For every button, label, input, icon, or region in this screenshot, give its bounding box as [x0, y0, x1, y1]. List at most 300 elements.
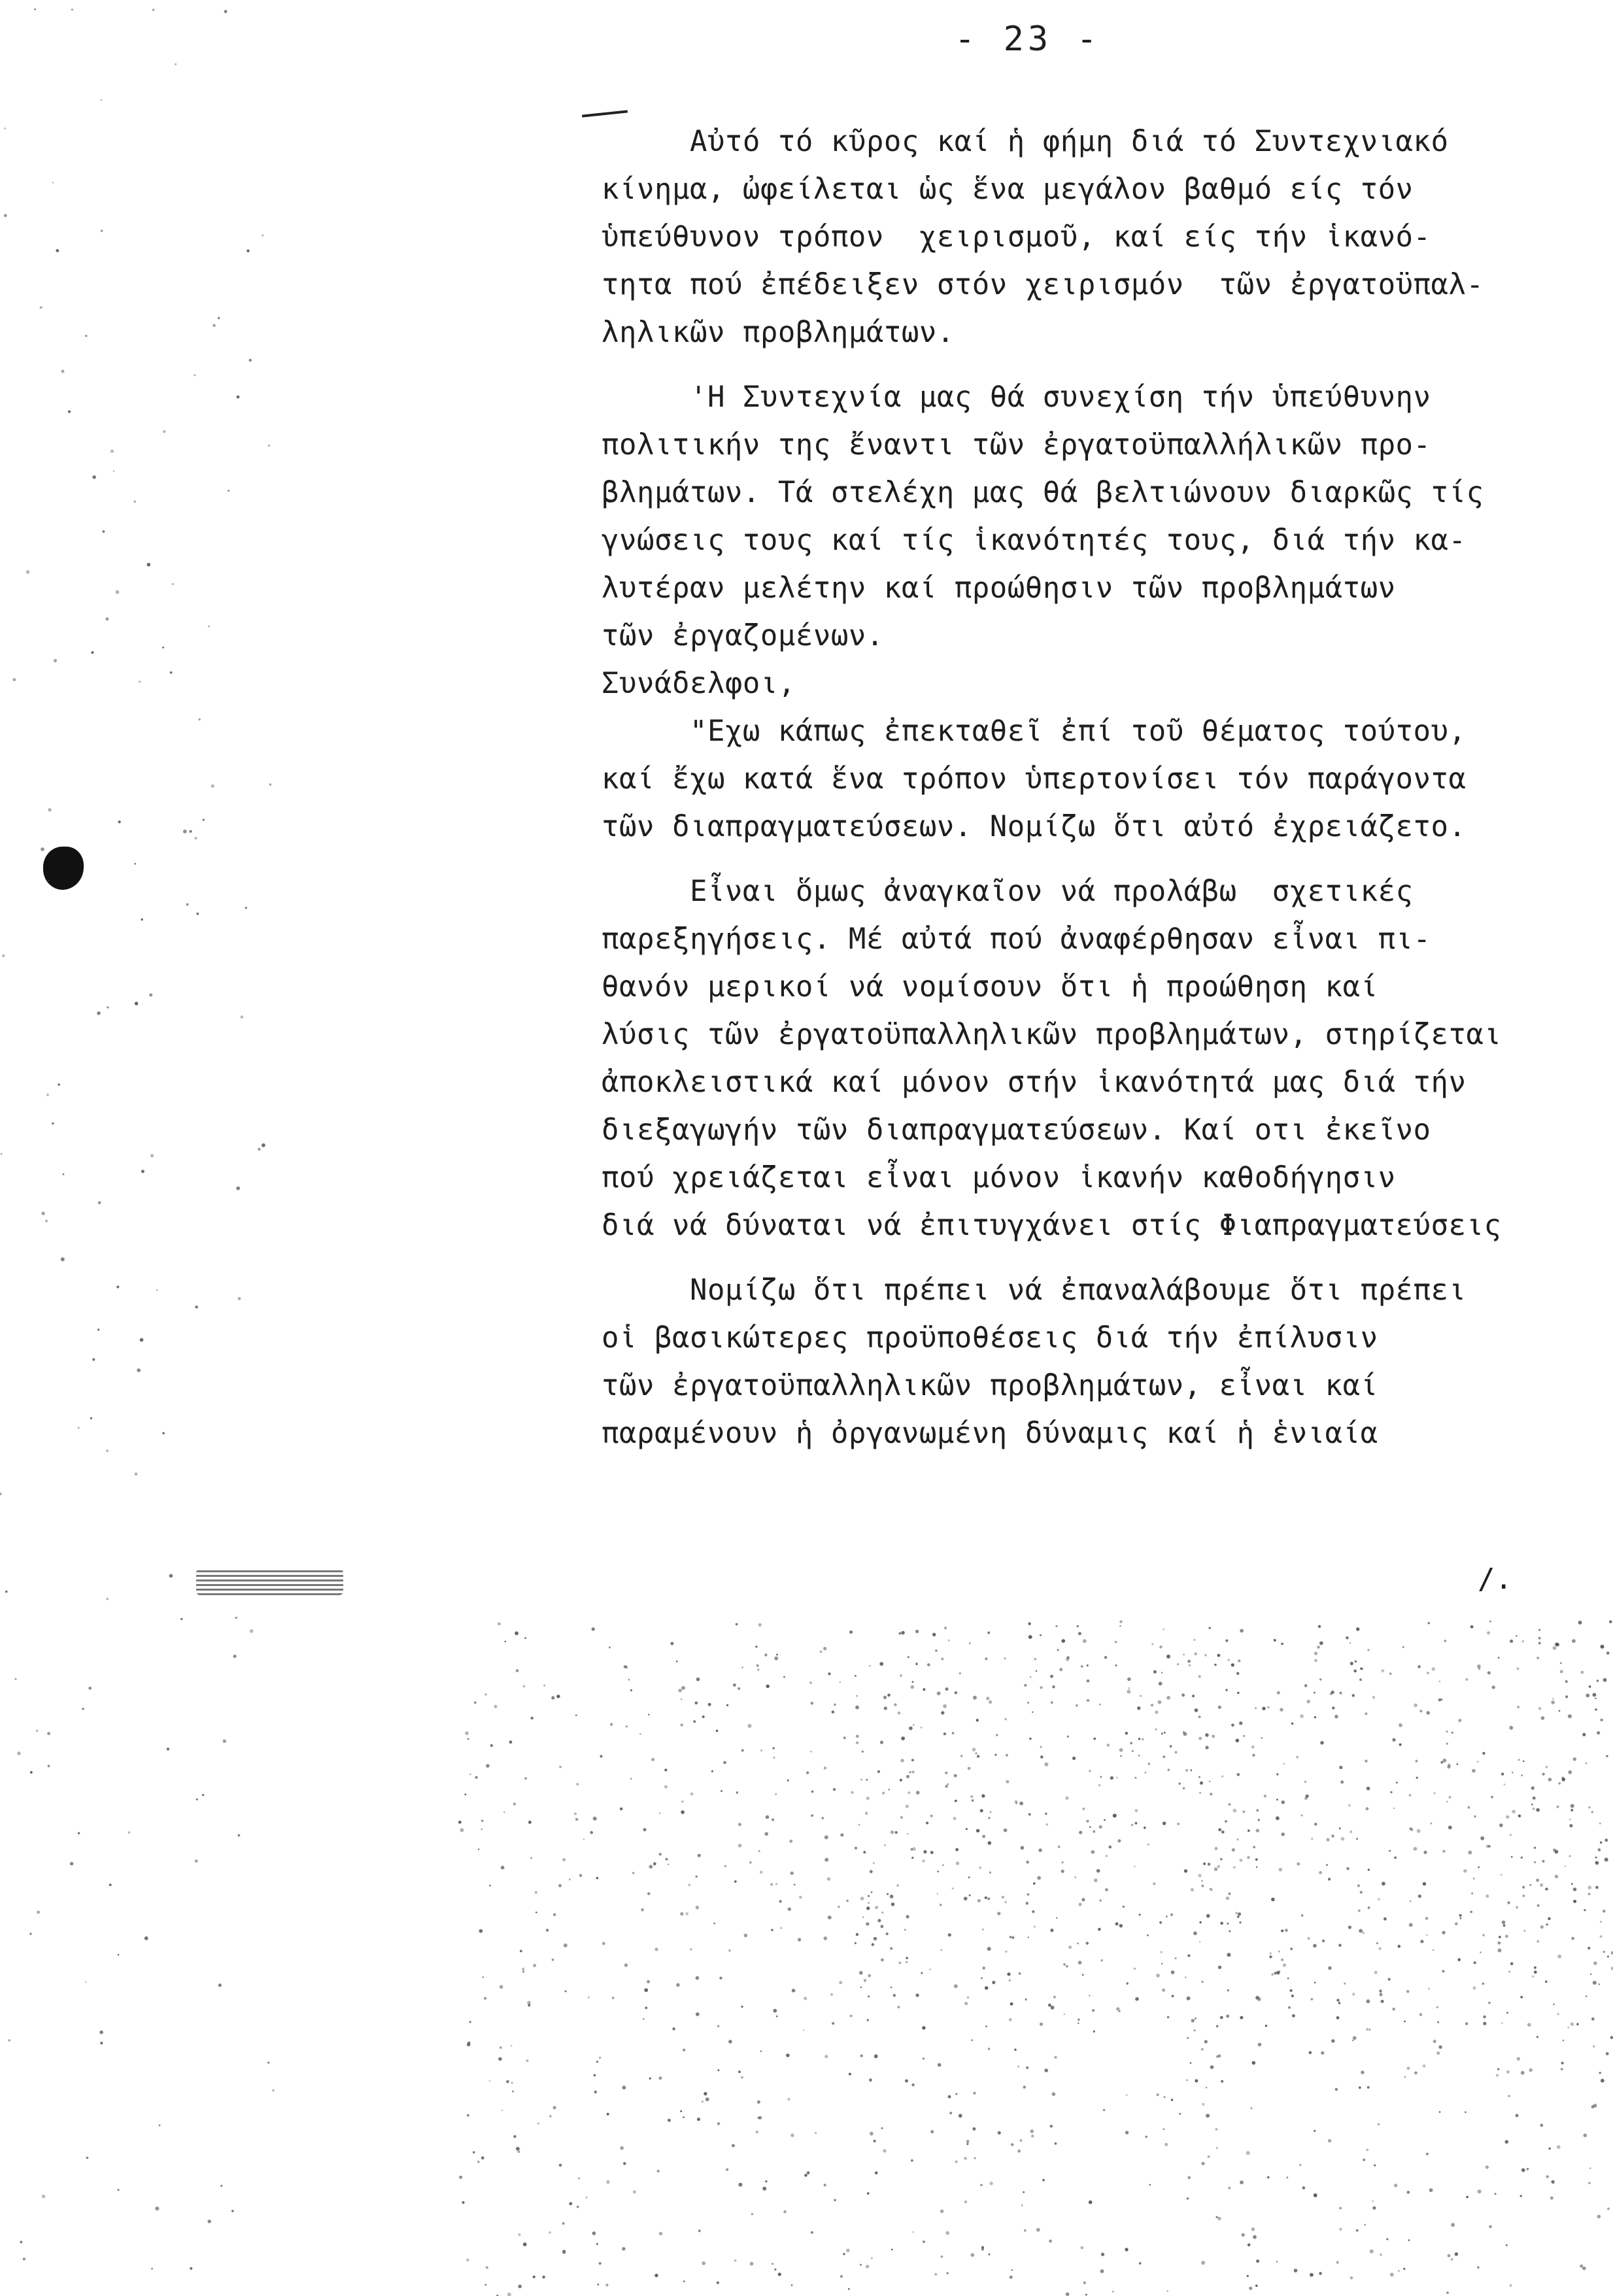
speckle-dot	[1362, 1932, 1365, 1934]
speckle-dot	[586, 2197, 588, 2199]
speckle-dot	[940, 2210, 944, 2214]
speckle-dot	[465, 1731, 469, 1735]
speckle-dot	[56, 249, 59, 252]
speckle-dot	[1571, 1809, 1573, 1812]
speckle-dot	[622, 2085, 626, 2089]
speckle-dot	[1510, 2284, 1512, 2287]
speckle-dot	[1448, 1796, 1451, 1798]
speckle-dot	[1510, 1834, 1512, 1836]
speckle-dot	[702, 2261, 705, 2265]
speckle-dot	[1416, 1760, 1418, 1763]
speckle-dot	[70, 1862, 73, 1865]
speckle-dot	[1545, 1980, 1548, 1983]
speckle-dot	[118, 1954, 120, 1956]
speckle-dot	[1551, 2180, 1554, 2184]
speckle-dot	[1017, 2066, 1019, 2068]
speckle-dot	[681, 1698, 683, 1700]
speckle-dot	[1036, 1670, 1037, 1672]
speckle-dot	[654, 2274, 658, 2277]
speckle-dot	[1359, 1929, 1363, 1933]
speckle-dot	[141, 919, 143, 920]
speckle-dot	[1270, 1953, 1272, 1955]
speckle-dot	[738, 1844, 742, 1848]
speckle-dot	[849, 2073, 851, 2076]
speckle-dot	[1032, 1712, 1033, 1713]
speckle-dot	[863, 1851, 866, 1853]
speckle-dot	[1153, 1670, 1157, 1674]
speckle-dot	[116, 1285, 119, 1288]
speckle-dot	[922, 2026, 925, 2029]
speckle-dot	[518, 2285, 522, 2289]
speckle-dot	[1138, 1755, 1140, 1757]
speckle-dot	[1083, 2282, 1087, 2285]
speckle-dot	[824, 2055, 828, 2058]
speckle-dot	[874, 2140, 876, 2142]
speckle-dot	[930, 1815, 932, 1817]
speckle-dot	[1276, 1971, 1280, 1975]
speckle-dot	[883, 2149, 886, 2152]
speckle-dot	[1540, 1925, 1544, 1929]
speckle-dot	[1163, 1755, 1165, 1758]
speckle-dot	[1607, 1955, 1609, 1957]
speckle-dot	[717, 2069, 719, 2071]
speckle-dot	[840, 1681, 841, 1683]
speckle-dot	[1320, 1741, 1324, 1745]
speckle-dot	[891, 1902, 894, 1906]
speckle-dot	[1181, 1693, 1185, 1697]
speckle-dot	[948, 2095, 951, 2099]
speckle-dot	[964, 2157, 966, 2159]
speckle-dot	[830, 1993, 833, 1996]
speckle-dot	[1465, 2022, 1468, 2025]
speckle-dot	[1379, 1989, 1382, 1993]
speckle-dot	[1482, 1752, 1485, 1755]
speckle-dot	[628, 1679, 630, 1681]
speckle-dot	[1247, 2275, 1249, 2277]
speckle-dot	[92, 475, 96, 479]
speckle-dot	[61, 370, 64, 373]
speckle-dot	[1586, 1763, 1588, 1764]
speckle-dot	[1470, 1625, 1474, 1629]
speckle-dot	[1276, 2261, 1278, 2263]
speckle-dot	[1281, 1959, 1283, 1961]
speckle-dot	[1187, 1997, 1191, 2001]
speckle-dot	[1504, 1783, 1506, 1785]
speckle-dot	[262, 1143, 265, 1147]
speckle-dot	[1326, 1838, 1329, 1841]
speckle-dot	[1591, 2105, 1595, 2108]
speckle-dot	[1599, 2072, 1601, 2074]
speckle-dot	[1212, 1735, 1215, 1738]
speckle-dot	[1487, 1631, 1490, 1634]
speckle-dot	[1007, 1972, 1010, 1976]
speckle-dot	[128, 1831, 130, 1833]
speckle-dot	[1029, 1738, 1031, 1740]
speckle-dot	[990, 1811, 992, 1813]
speckle-dot	[1158, 1700, 1162, 1704]
speckle-dot	[1518, 1815, 1521, 1817]
speckle-dot	[1540, 2124, 1543, 2127]
speckle-dot	[594, 2091, 598, 2094]
speckle-dot	[828, 1916, 832, 1919]
speckle-dot	[1257, 1999, 1261, 2002]
speckle-dot	[1534, 1861, 1536, 1863]
speckle-dot	[212, 324, 216, 328]
speckle-dot	[1153, 1882, 1155, 1885]
speckle-dot	[1497, 1942, 1501, 1945]
speckle-dot	[1426, 1711, 1430, 1715]
speckle-dot	[1187, 2037, 1189, 2039]
speckle-dot	[972, 1799, 974, 1802]
speckle-dot	[1332, 1707, 1334, 1710]
speckle-dot	[907, 1833, 908, 1834]
speckle-dot	[1203, 1863, 1206, 1865]
speckle-dot	[708, 1703, 711, 1706]
speckle-dot	[807, 2171, 810, 2174]
speckle-dot	[1271, 1973, 1274, 1976]
speckle-dot	[569, 2202, 572, 2205]
speckle-dot	[1465, 1678, 1468, 1681]
text-line: βλημάτων. Τά στελέχη μας θά βελτιώνουν διαρκῶς τίς	[602, 476, 1484, 509]
speckle-dot	[849, 1630, 853, 1634]
speckle-dot	[811, 2231, 813, 2234]
speckle-dot	[856, 1695, 858, 1697]
speckle-dot	[811, 1702, 813, 1704]
speckle-dot	[139, 681, 141, 683]
speckle-dot	[1408, 2239, 1410, 2241]
speckle-dot	[766, 1685, 770, 1688]
speckle-dot	[553, 2106, 556, 2109]
speckle-dot	[1132, 1750, 1134, 1752]
text-line: διά νά δύναται νά ἐπιτυγχάνει στίς Φιαπραγματεύσεις	[602, 1209, 1502, 1242]
speckle-dot	[1558, 1782, 1561, 1785]
speckle-dot	[1155, 1729, 1157, 1730]
speckle-dot	[1584, 2134, 1588, 2138]
speckle-dot	[1537, 1940, 1539, 1943]
speckle-dot	[937, 1691, 941, 1695]
speckle-dot	[1277, 1971, 1280, 1974]
speckle-dot	[952, 1887, 954, 1889]
speckle-dot	[981, 2248, 984, 2251]
speckle-dot	[680, 1912, 683, 1916]
speckle-dot	[738, 2183, 742, 2187]
speckle-dot	[1381, 2000, 1384, 2003]
speckle-dot	[664, 1768, 667, 1771]
speckle-dot	[964, 1897, 968, 1900]
speckle-dot	[804, 1997, 807, 2000]
speckle-dot	[659, 2232, 663, 2236]
speckle-dot	[1215, 2128, 1218, 2131]
speckle-dot	[1483, 2016, 1486, 2018]
speckle-dot	[524, 1637, 526, 1639]
speckle-dot	[578, 2177, 581, 2180]
speckle-dot	[880, 1925, 883, 1928]
speckle-dot	[1179, 2113, 1181, 2115]
speckle-dot	[1086, 1820, 1089, 1823]
speckle-dot	[1499, 1936, 1501, 1938]
speckle-dot	[882, 1792, 885, 1795]
speckle-dot	[1553, 1849, 1556, 1852]
speckle-dot	[162, 647, 164, 649]
speckle-dot	[1229, 1931, 1231, 1933]
speckle-dot	[1341, 1837, 1345, 1841]
speckle-dot	[1414, 1704, 1418, 1708]
paragraph	[602, 118, 1602, 356]
speckle-dot	[1339, 2228, 1342, 2231]
speckle-dot	[562, 2222, 565, 2225]
speckle-dot	[1446, 2291, 1449, 2294]
speckle-dot	[1051, 1701, 1053, 1704]
speckle-dot	[679, 1689, 682, 1692]
speckle-dot	[1563, 2040, 1565, 2042]
speckle-dot	[1503, 1924, 1505, 1927]
speckle-dot	[929, 1968, 930, 1970]
speckle-dot	[1394, 2184, 1397, 2187]
speckle-dot	[250, 1629, 254, 1633]
speckle-dot	[865, 1812, 868, 1815]
speckle-dot	[1480, 1951, 1481, 1953]
speckle-dot	[475, 1776, 477, 1779]
speckle-dot	[1595, 1708, 1597, 1711]
speckle-dot	[851, 1791, 854, 1795]
speckle-dot	[1314, 1716, 1316, 1718]
text-line: τητα πού ἐπέδειξεν στόν χειρισμόν τῶν ἐργατοϋπαλ-	[602, 268, 1484, 301]
speckle-dot	[985, 1897, 987, 1899]
speckle-dot	[1505, 2140, 1509, 2144]
speckle-dot	[594, 2074, 596, 2077]
salutation	[602, 660, 1602, 707]
speckle-dot	[974, 2157, 976, 2159]
speckle-dot	[1480, 1836, 1484, 1840]
speckle-dot	[235, 1617, 237, 1619]
speckle-dot	[1255, 2285, 1258, 2288]
speckle-dot	[1220, 2016, 1223, 2019]
speckle-dot	[968, 1876, 970, 1878]
speckle-dot	[481, 1829, 483, 1830]
speckle-dot	[912, 1770, 915, 1773]
speckle-dot	[834, 2199, 836, 2201]
speckle-dot	[1314, 2130, 1316, 2132]
speckle-dot	[1054, 2056, 1057, 2059]
text-line: ἀποκλειστικά καί μόνον στήν ἱκανότητά μας διά τήν	[602, 1066, 1467, 1099]
speckle-dot	[1605, 1858, 1608, 1862]
speckle-dot	[850, 2015, 853, 2017]
speckle-dot	[1198, 1776, 1200, 1778]
speckle-dot	[1243, 1735, 1245, 1737]
speckle-dot	[648, 1714, 650, 1715]
speckle-dot	[509, 1740, 513, 1744]
speckle-dot	[559, 2164, 562, 2167]
speckle-dot	[1077, 1943, 1078, 1944]
paragraph	[602, 868, 1602, 1249]
speckle-dot	[868, 1974, 871, 1978]
speckle-dot	[1206, 2114, 1210, 2118]
speckle-dot	[1380, 2254, 1382, 2255]
speckle-dot	[12, 678, 16, 681]
speckle-dot	[1066, 1965, 1068, 1968]
speckle-dot	[1365, 1712, 1367, 1715]
speckle-dot	[676, 1983, 680, 1987]
text-line: πού χρειάζεται εἶναι μόνον ἱκανήν καθοδήγησιν	[602, 1161, 1396, 1194]
speckle-dot	[908, 1791, 910, 1794]
speckle-dot	[1119, 2010, 1121, 2012]
speckle-dot	[1009, 2018, 1012, 2021]
speckle-dot	[1367, 2086, 1370, 2089]
speckle-dot	[1011, 2269, 1013, 2271]
speckle-dot	[981, 1978, 983, 1980]
speckle-dot	[1302, 2186, 1306, 2189]
speckle-dot	[971, 2254, 975, 2257]
speckle-dot	[1217, 2054, 1221, 2057]
speckle-dot	[1099, 1825, 1102, 1829]
speckle-dot	[1175, 1957, 1177, 1959]
speckle-dot	[1028, 1813, 1031, 1815]
speckle-dot	[1211, 1889, 1213, 1891]
speckle-dot	[1093, 1738, 1096, 1740]
speckle-dot	[766, 1815, 770, 1819]
speckle-dot	[97, 1011, 101, 1015]
speckle-dot	[577, 1783, 579, 1785]
speckle-dot	[1365, 1760, 1367, 1763]
speckle-dot	[1034, 1658, 1036, 1661]
speckle-dot	[1392, 1738, 1395, 1742]
speckle-dot	[1548, 1917, 1551, 1921]
speckle-dot	[623, 2162, 626, 2165]
speckle-dot	[904, 1929, 906, 1931]
speckle-dot	[989, 1872, 991, 1874]
speckle-dot	[1139, 2262, 1142, 2265]
speckle-dot	[1087, 1699, 1089, 1702]
speckle-dot	[911, 1848, 913, 1851]
speckle-dot	[1350, 1642, 1351, 1644]
speckle-dot	[1522, 1886, 1525, 1889]
speckle-dot	[1074, 1876, 1076, 1878]
speckle-dot	[1235, 1912, 1238, 1914]
speckle-dot	[1536, 1808, 1540, 1812]
speckle-dot	[1552, 1698, 1554, 1700]
speckle-dot	[915, 1630, 919, 1633]
speckle-dot	[1561, 2068, 1563, 2070]
speckle-dot	[228, 490, 229, 492]
speckle-dot	[1025, 1999, 1027, 2001]
speckle-dot	[1128, 1687, 1130, 1689]
speckle-dot	[1229, 1803, 1231, 1806]
speckle-dot	[1426, 2153, 1429, 2155]
speckle-dot	[897, 2006, 900, 2008]
speckle-dot	[1610, 2036, 1613, 2039]
speckle-dot	[1388, 1978, 1391, 1980]
speckle-dot	[577, 2206, 579, 2208]
speckle-dot	[1348, 1925, 1351, 1929]
speckle-dot	[1350, 1662, 1353, 1665]
speckle-dot	[1131, 1824, 1133, 1826]
speckle-dot	[97, 1328, 99, 1330]
speckle-dot	[1414, 2071, 1418, 2074]
speckle-dot	[1023, 2085, 1027, 2089]
speckle-dot	[593, 1817, 597, 1821]
speckle-dot	[1359, 2087, 1361, 2089]
speckle-dot	[630, 1689, 632, 1691]
speckle-dot	[1501, 1874, 1503, 1876]
speckle-dot	[724, 1865, 726, 1867]
speckle-dot	[1019, 1802, 1023, 1806]
speckle-dot	[1218, 1966, 1221, 1969]
speckle-dot	[1144, 1827, 1146, 1829]
speckle-dot	[1366, 2149, 1368, 2152]
speckle-dot	[1269, 1955, 1272, 1959]
body-text	[602, 118, 1602, 1457]
speckle-dot	[1089, 1770, 1091, 1772]
speckle-dot	[838, 1906, 840, 1908]
speckle-dot	[834, 1704, 836, 1706]
speckle-dot	[1322, 1940, 1325, 1942]
speckle-dot	[840, 2275, 843, 2278]
speckle-dot	[980, 1809, 983, 1812]
speckle-dot	[1006, 1780, 1009, 1783]
speckle-dot	[1590, 1974, 1591, 1975]
speckle-dot	[1482, 1934, 1485, 1936]
speckle-dot	[1319, 1871, 1322, 1874]
text-line: ὑπεύθυνον τρόπον χειρισμοῦ, καί είς τήν ἱκανό-	[602, 220, 1431, 254]
speckle-dot	[1488, 2002, 1491, 2004]
speckle-dot	[1366, 1807, 1369, 1810]
speckle-dot	[1516, 2114, 1519, 2118]
speckle-dot	[1314, 1692, 1316, 1694]
speckle-dot	[843, 2253, 845, 2255]
speckle-dot	[734, 2259, 737, 2262]
text-line: τῶν ἐργαζομένων.	[602, 619, 884, 652]
speckle-dot	[998, 2131, 1001, 2135]
speckle-dot	[1410, 1900, 1412, 1902]
speckle-dot	[798, 1938, 801, 1941]
speckle-dot	[1516, 1906, 1518, 1909]
speckle-dot	[1225, 1640, 1228, 1642]
speckle-dot	[490, 1744, 494, 1747]
speckle-dot	[558, 1884, 562, 1887]
speckle-dot	[1446, 1730, 1448, 1732]
speckle-dot	[1326, 1864, 1328, 1866]
speckle-dot	[23, 2257, 25, 2260]
speckle-dot	[1492, 1685, 1495, 1689]
speckle-dot	[1156, 2093, 1159, 2096]
speckle-dot	[879, 1662, 883, 1666]
speckle-dot	[911, 2084, 914, 2086]
speckle-dot	[195, 1306, 198, 1309]
speckle-dot	[1578, 1621, 1582, 1625]
speckle-dot	[1093, 2031, 1095, 2033]
speckle-dot	[484, 2284, 486, 2286]
speckle-dot	[1368, 1868, 1370, 1870]
speckle-dot	[1183, 1653, 1185, 1655]
speckle-dot	[764, 1653, 767, 1656]
speckle-dot	[966, 2143, 968, 2145]
speckle-dot	[1256, 1829, 1259, 1832]
speckle-dot	[1382, 1882, 1385, 1885]
speckle-dot	[1508, 1971, 1510, 1973]
speckle-dot	[1024, 2229, 1027, 2232]
speckle-dot	[779, 1900, 782, 1902]
speckle-dot	[1474, 1815, 1476, 1817]
speckle-dot	[1433, 1949, 1435, 1951]
speckle-dot	[1194, 2029, 1196, 2031]
speckle-dot	[110, 450, 114, 453]
speckle-dot	[1350, 2276, 1353, 2280]
speckle-dot	[1589, 1685, 1591, 1688]
speckle-dot	[1032, 1910, 1034, 1913]
speckle-dot	[579, 1874, 583, 1878]
speckle-dot	[501, 2110, 503, 2111]
speckle-dot	[1406, 1990, 1409, 1993]
